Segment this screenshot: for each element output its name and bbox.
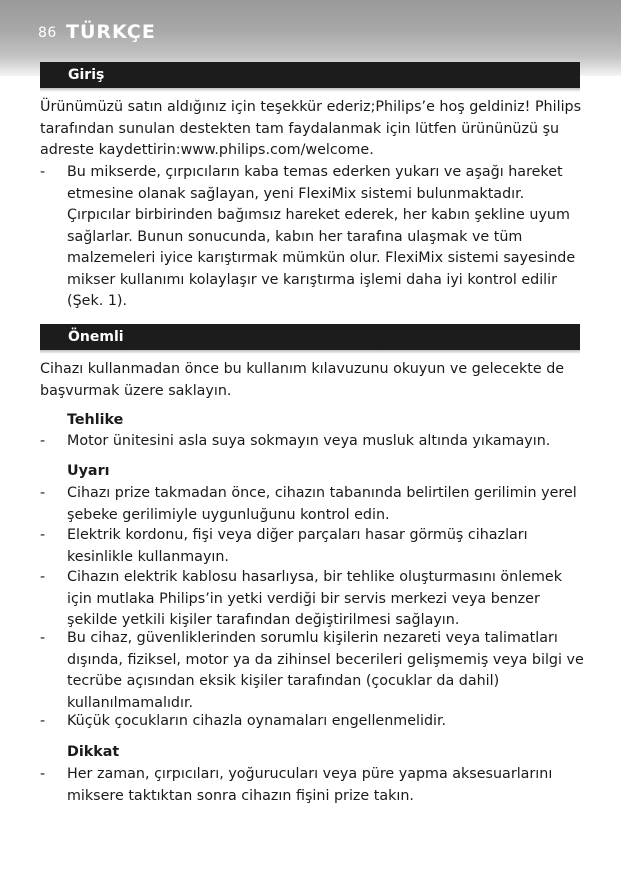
important-paragraph: Cihazı kullanmadan önce bu kullanım kılavuzunu okuyun ve gelecekte de başvurmak üzere saklayın. [40, 361, 565, 399]
list-item-text: Bu mikserde, çırpıcıların kaba temas ederken yukarı ve aşağı hareket etmesine olanak sağlayan, yeni FlexiMix sistemi bulunmaktadır. Çırpıcılar birbirinden bağımsız hareket ederek, her kabın şekline uyum sağlarlar. Bunun sonucunda, kabın her tarafına ulaşmak ve tüm malzemeleri iyice karıştırmak mümkün olur. FlexiMix sistemi sayesinde mikser kullanımı kolaylaşır ve karıştırma işlemi daha iyi kontrol edilir (Şek. 1). [67, 164, 576, 309]
list-item [40, 525, 585, 568]
bullet-dash: - [40, 766, 46, 782]
list-item-text: Küçük çocukların cihazla oynamaları engellenmelidir. [67, 713, 447, 729]
section-heading-intro: Giriş [40, 62, 580, 88]
section-divider [40, 88, 580, 92]
page-number: 86 [38, 25, 57, 41]
bullet-dash: - [40, 433, 46, 449]
list-item-text: Cihazın elektrik kablosu hasarlıysa, bir tehlike oluşturmasını önlemek için mutlaka Philips’in yetki verdiği bir servis merkezi veya benzer şekilde yetkili kişiler tarafından değiştirilmesi sağlayın. [67, 569, 563, 628]
bullet-dash: - [40, 569, 46, 585]
bullet-dash: - [40, 485, 46, 501]
danger-heading: Tehlike [67, 412, 124, 428]
list-item [40, 628, 585, 714]
list-item-text: Elektrik kordonu, fişi veya diğer parçaları hasar görmüş cihazları kesinlikle kullanmayın. [67, 527, 528, 565]
list-item-text: Cihazı prize takmadan önce, cihazın tabanında belirtilen gerilimin yerel şebeke gerilimiyle uygunluğunu kontrol edin. [67, 485, 577, 523]
bullet-dash: - [40, 630, 46, 646]
bullet-dash: - [40, 527, 46, 543]
bullet-dash: - [40, 164, 46, 180]
language-title: TÜRKÇE [66, 21, 156, 43]
list-item [40, 764, 585, 807]
list-item-text: Her zaman, çırpıcıları, yoğurucuları veya püre yapma aksesuarlarını miksere taktıktan sonra cihazın fişini prize takın. [67, 766, 553, 804]
list-item [40, 431, 585, 453]
list-item-text: Bu cihaz, güvenliklerinden sorumlu kişilerin nezareti veya talimatları dışında, fiziksel, motor ya da zihinsel becerileri gelişmemiş veya bilgi ve tecrübe açısından eksik kişiler tarafından (çocuklar da dahil) kullanılmamalıdır. [67, 630, 584, 711]
list-item [40, 711, 585, 733]
intro-paragraph: Ürünümüzü satın aldığınız için teşekkür ederiz;Philips’e hoş geldiniz! Philips tarafından sunulan destekten tam faydalanmak için lütfen ürününüzü şu adreste kaydettirin:www.philips.com/welcome. [40, 99, 582, 158]
list-item [40, 567, 585, 632]
list-item [40, 162, 585, 313]
list-item-text: Motor ünitesini asla suya sokmayın veya musluk altında yıkamayın. [67, 433, 551, 449]
caution-heading: Dikkat [67, 744, 120, 760]
section-divider [40, 350, 580, 354]
list-item [40, 483, 585, 526]
warning-heading: Uyarı [67, 463, 110, 479]
bullet-dash: - [40, 713, 46, 729]
section-heading-important: Önemli [40, 324, 580, 350]
